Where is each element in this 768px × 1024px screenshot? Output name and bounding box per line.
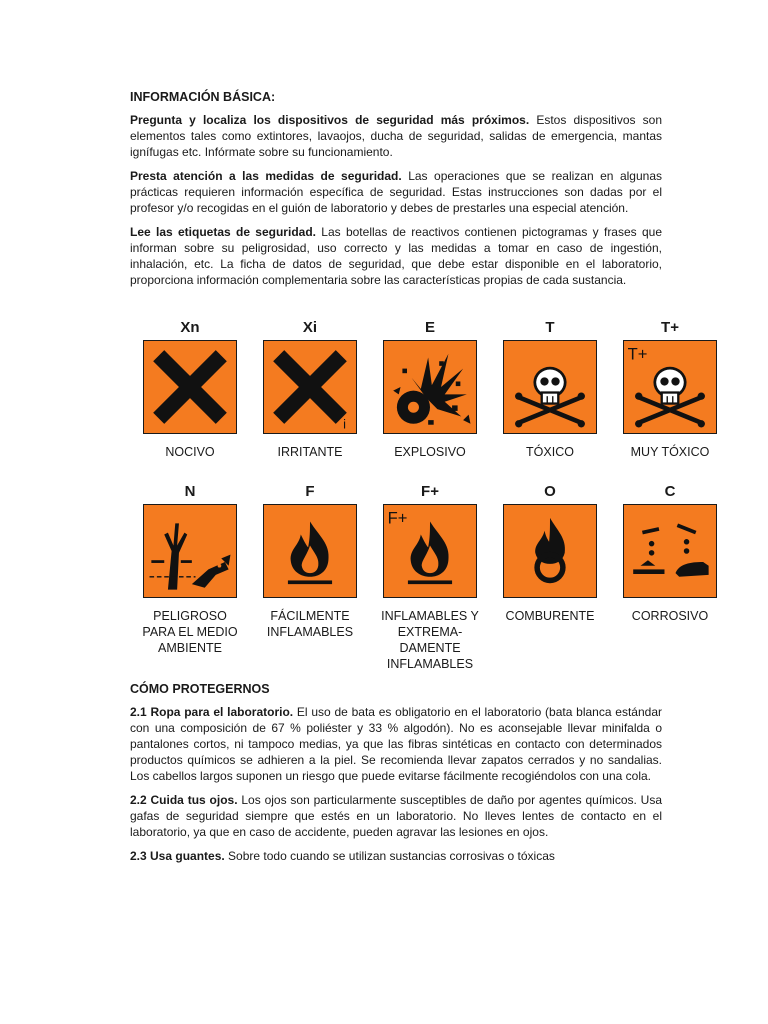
- pictogram-code: E: [424, 319, 435, 336]
- paragraph-lead: Pregunta y localiza los dispositivos de seguridad más próximos.: [130, 113, 530, 127]
- paragraph-text: Las botellas de reactivos contienen pictogramas y frases que informan sobre su peligrosidad, uso correcto y las medidas a tomar en caso de ingestión, inhalación, etc. La ficha de datos de seguridad, que debe estar disponible en el laboratorio, proporciona información complementaria sobre las características propias de cada sustancia.: [130, 225, 662, 287]
- pictogram-name: NOCIVO: [165, 445, 215, 459]
- pictogram-environment: [140, 482, 240, 672]
- pictogram-name: TÓXICO: [526, 445, 574, 459]
- intro-paragraph-labels: [130, 224, 662, 288]
- corner-mark: F+: [387, 508, 408, 528]
- pictogram-name: MUY TÓXICO: [630, 445, 710, 459]
- skull-crossbones-icon: [623, 340, 717, 434]
- pictogram-code: T+: [661, 319, 679, 336]
- pictogram-code: Xn: [180, 319, 200, 336]
- pictogram-name: IRRITANTE: [277, 445, 343, 459]
- intro-heading: INFORMACIÓN BÁSICA:: [130, 90, 276, 104]
- pictogram-explosive: [380, 318, 480, 460]
- pictogram-name: CORROSIVO: [631, 609, 709, 623]
- pictogram-code: N: [184, 483, 196, 500]
- corrosion-icon: [623, 504, 717, 598]
- pictogram-name: INFLAMABLES Y EXTREMA-DAMENTE INFLAMABLES: [381, 609, 479, 671]
- pictogram-name: COMBURENTE: [505, 609, 595, 623]
- protection-section: [130, 682, 662, 872]
- pictogram-code: F: [305, 483, 315, 500]
- protection-paragraph-eyes: [130, 792, 662, 840]
- pictogram-irritant: [260, 318, 360, 460]
- paragraph-text: Estos dispositivos son elementos tales como extintores, lavaojos, ducha de seguridad, salidas de emergencia, mantas ignífugas etc. Infórmate sobre su funcionamiento.: [130, 113, 662, 159]
- paragraph-text: Sobre todo cuando se utilizan sustancias corrosivas o tóxicas: [224, 849, 555, 863]
- paragraph-lead: 2.3 Usa guantes.: [130, 849, 225, 863]
- pictogram-name: EXPLOSIVO: [394, 445, 466, 459]
- pictogram-code: F+: [421, 483, 439, 500]
- explosion-icon: [383, 340, 477, 434]
- paragraph-text: Los ojos son particularmente susceptibles de daño por agentes químicos. Usa gafas de seguridad siempre que estés en un laboratorio. No lleves lentes de contacto en el laboratorio, ya que en caso de accidente, pueden agravar las lesiones en ojos.: [130, 793, 663, 839]
- protection-paragraph-gloves: [130, 848, 662, 864]
- pictogram-row-2: [140, 482, 720, 672]
- skull-crossbones-icon: [503, 340, 597, 434]
- pictogram-oxidizing: [500, 482, 600, 672]
- irritant-cross-icon: [263, 340, 357, 434]
- intro-paragraph-measures: [130, 168, 662, 216]
- pictogram-code: O: [544, 483, 556, 500]
- intro-section: [130, 90, 662, 296]
- flame-icon: [263, 504, 357, 598]
- pictogram-name: PELIGROSO PARA EL MEDIO AMBIENTE: [142, 609, 238, 655]
- pictogram-harmful: [140, 318, 240, 460]
- pictogram-very-toxic: [620, 318, 720, 460]
- paragraph-lead: 2.2 Cuida tus ojos.: [130, 793, 238, 807]
- pictogram-toxic: [500, 318, 600, 460]
- harmful-cross-icon: [143, 340, 237, 434]
- protection-paragraph-clothing: [130, 704, 662, 784]
- pictogram-corrosive: [620, 482, 720, 672]
- paragraph-text: Las operaciones que se realizan en algunas prácticas requieren información específica de seguridad. Estas instrucciones son dadas por el profesor y/o recogidas en el guión de laboratorio y debes de prestarles una especial atención.: [130, 169, 662, 215]
- paragraph-lead: Lee las etiquetas de seguridad.: [130, 225, 316, 239]
- pictogram-flammable: [260, 482, 360, 672]
- pictogram-code: Xi: [302, 319, 318, 336]
- pictogram-name: FÁCILMENTE INFLAMABLES: [266, 609, 354, 639]
- protection-heading: CÓMO PROTEGERNOS: [130, 682, 270, 696]
- corner-mark: T+: [627, 344, 648, 364]
- corner-mark: i: [343, 416, 346, 432]
- paragraph-lead: Presta atención a las medidas de seguridad.: [130, 169, 402, 183]
- flame-over-circle-icon: [503, 504, 597, 598]
- flame-icon: [383, 504, 477, 598]
- pictogram-code: C: [664, 483, 676, 500]
- environment-dead-tree-fish-icon: [143, 504, 237, 598]
- pictogram-row-1: [140, 318, 720, 460]
- paragraph-text: El uso de bata es obligatorio en el laboratorio (bata blanca estándar con una composición de 67 % poliéster y 33 % algodón). No es aconsejable llevar minifalda o pantalones cortos, ni tampoco medias, ya que las fibras sintéticas en contacto con determinados productos químicos se adhieren a la piel. Se recomienda llevar zapatos cerrados y no sandalias. Los cabellos largos suponen un riesgo que puede evitarse fácilmente recogiéndolos con una cola.: [130, 705, 662, 783]
- intro-paragraph-devices: [130, 112, 662, 160]
- pictogram-code: T: [545, 319, 555, 336]
- paragraph-lead: 2.1 Ropa para el laboratorio.: [130, 705, 294, 719]
- pictogram-extremely-flammable: [380, 482, 480, 672]
